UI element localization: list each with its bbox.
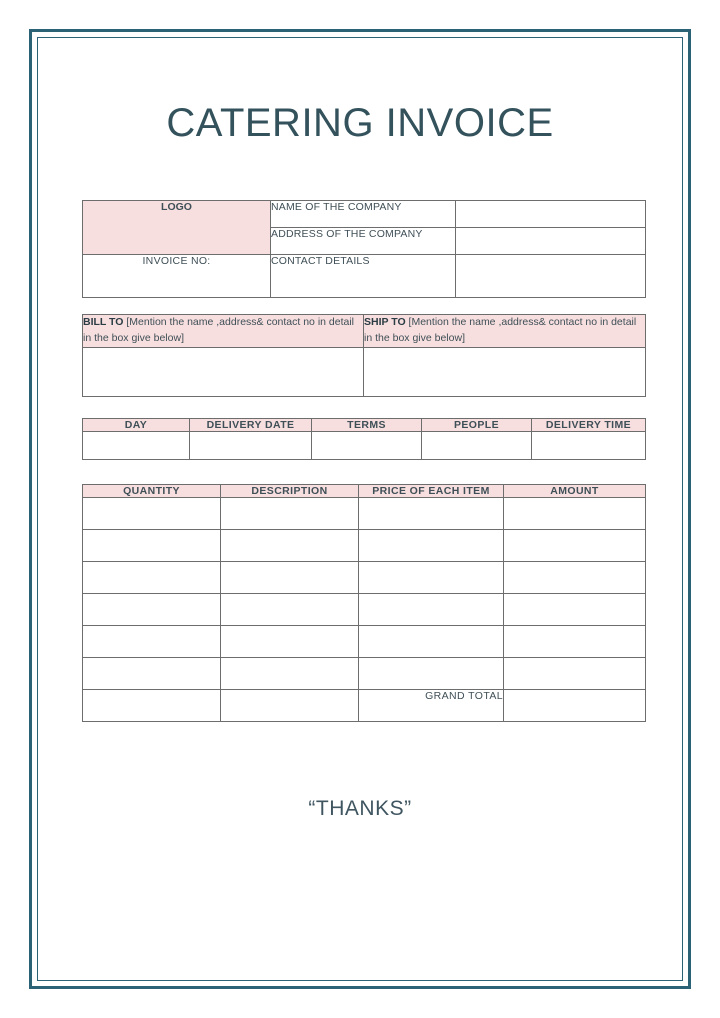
table-row (83, 315, 646, 348)
table-row (83, 626, 646, 658)
header-extra-cell-3[interactable] (456, 255, 646, 298)
invoice-header-table (82, 200, 646, 298)
cell-quantity[interactable] (83, 626, 221, 658)
table-row (83, 498, 646, 530)
cell-price[interactable] (359, 530, 504, 562)
cell-amount[interactable] (504, 658, 646, 690)
company-address-label: ADDRESS OF THE COMPANY (271, 228, 456, 255)
cell-price[interactable] (359, 594, 504, 626)
cell-quantity[interactable] (83, 562, 221, 594)
column-header-day: DAY (83, 419, 190, 432)
column-header-delivery-time: DELIVERY TIME (532, 419, 646, 432)
cell-description[interactable] (221, 626, 359, 658)
header-extra-cell-2[interactable] (456, 228, 646, 255)
cell-amount[interactable] (504, 530, 646, 562)
delivery-details-table (82, 418, 646, 460)
cell-quantity[interactable] (83, 594, 221, 626)
column-header-amount: AMOUNT (504, 485, 646, 498)
table-row (83, 201, 646, 228)
table-row (83, 658, 646, 690)
cell-price[interactable] (359, 658, 504, 690)
column-header-people: PEOPLE (422, 419, 532, 432)
closing-note: “THANKS” (308, 797, 412, 820)
contact-details-label: CONTACT DETAILS (271, 255, 456, 298)
table-row (83, 594, 646, 626)
table-row (83, 432, 646, 460)
column-header-terms: TERMS (312, 419, 422, 432)
cell-terms[interactable] (312, 432, 422, 460)
table-row (83, 562, 646, 594)
table-header-row (83, 419, 646, 432)
bill-to-label: BILL TO (83, 316, 124, 328)
cell-amount[interactable] (504, 562, 646, 594)
cell-price[interactable] (359, 498, 504, 530)
cell-delivery-date[interactable] (190, 432, 312, 460)
company-name-label: NAME OF THE COMPANY (271, 201, 456, 228)
bill-to-input[interactable] (83, 347, 364, 396)
cell-description[interactable] (221, 594, 359, 626)
grand-total-value[interactable] (504, 690, 646, 722)
cell-people[interactable] (422, 432, 532, 460)
ship-to-input[interactable] (364, 347, 646, 396)
cell-description[interactable] (221, 498, 359, 530)
line-items-table (82, 484, 646, 722)
ship-to-instruction: [Mention the name ,address& contact no in detail in the box give below] (364, 316, 637, 344)
column-header-quantity: QUANTITY (83, 485, 221, 498)
cell-amount[interactable] (504, 498, 646, 530)
header-extra-cell-1[interactable] (456, 201, 646, 228)
cell-day[interactable] (83, 432, 190, 460)
ship-to-label: SHIP TO (364, 316, 406, 328)
cell-price[interactable] (359, 562, 504, 594)
cell-description[interactable] (221, 562, 359, 594)
cell-quantity[interactable] (83, 530, 221, 562)
column-header-delivery-date: DELIVERY DATE (190, 419, 312, 432)
bill-to-header (83, 315, 364, 348)
page-title: CATERING INVOICE (166, 101, 554, 145)
logo-cell[interactable]: LOGO (83, 201, 271, 255)
cell-quantity[interactable] (83, 498, 221, 530)
cell-description[interactable] (221, 658, 359, 690)
table-row (83, 255, 646, 298)
table-row (83, 347, 646, 396)
cell-amount[interactable] (504, 594, 646, 626)
bill-ship-table (82, 314, 646, 397)
table-header-row (83, 485, 646, 498)
cell-description[interactable] (221, 530, 359, 562)
grand-total-row (83, 690, 646, 722)
cell-price[interactable] (359, 626, 504, 658)
table-row (83, 530, 646, 562)
grand-total-label: GRAND TOTAL (359, 690, 504, 722)
column-header-price-of-each-item: PRICE OF EACH ITEM (359, 485, 504, 498)
column-header-description: DESCRIPTION (221, 485, 359, 498)
grand-total-spacer-2 (221, 690, 359, 722)
grand-total-spacer-1 (83, 690, 221, 722)
invoice-no-label[interactable]: INVOICE NO: (83, 255, 271, 298)
cell-amount[interactable] (504, 626, 646, 658)
bill-to-instruction: [Mention the name ,address& contact no in detail in the box give below] (83, 316, 355, 344)
ship-to-header (364, 315, 646, 348)
cell-delivery-time[interactable] (532, 432, 646, 460)
cell-quantity[interactable] (83, 658, 221, 690)
